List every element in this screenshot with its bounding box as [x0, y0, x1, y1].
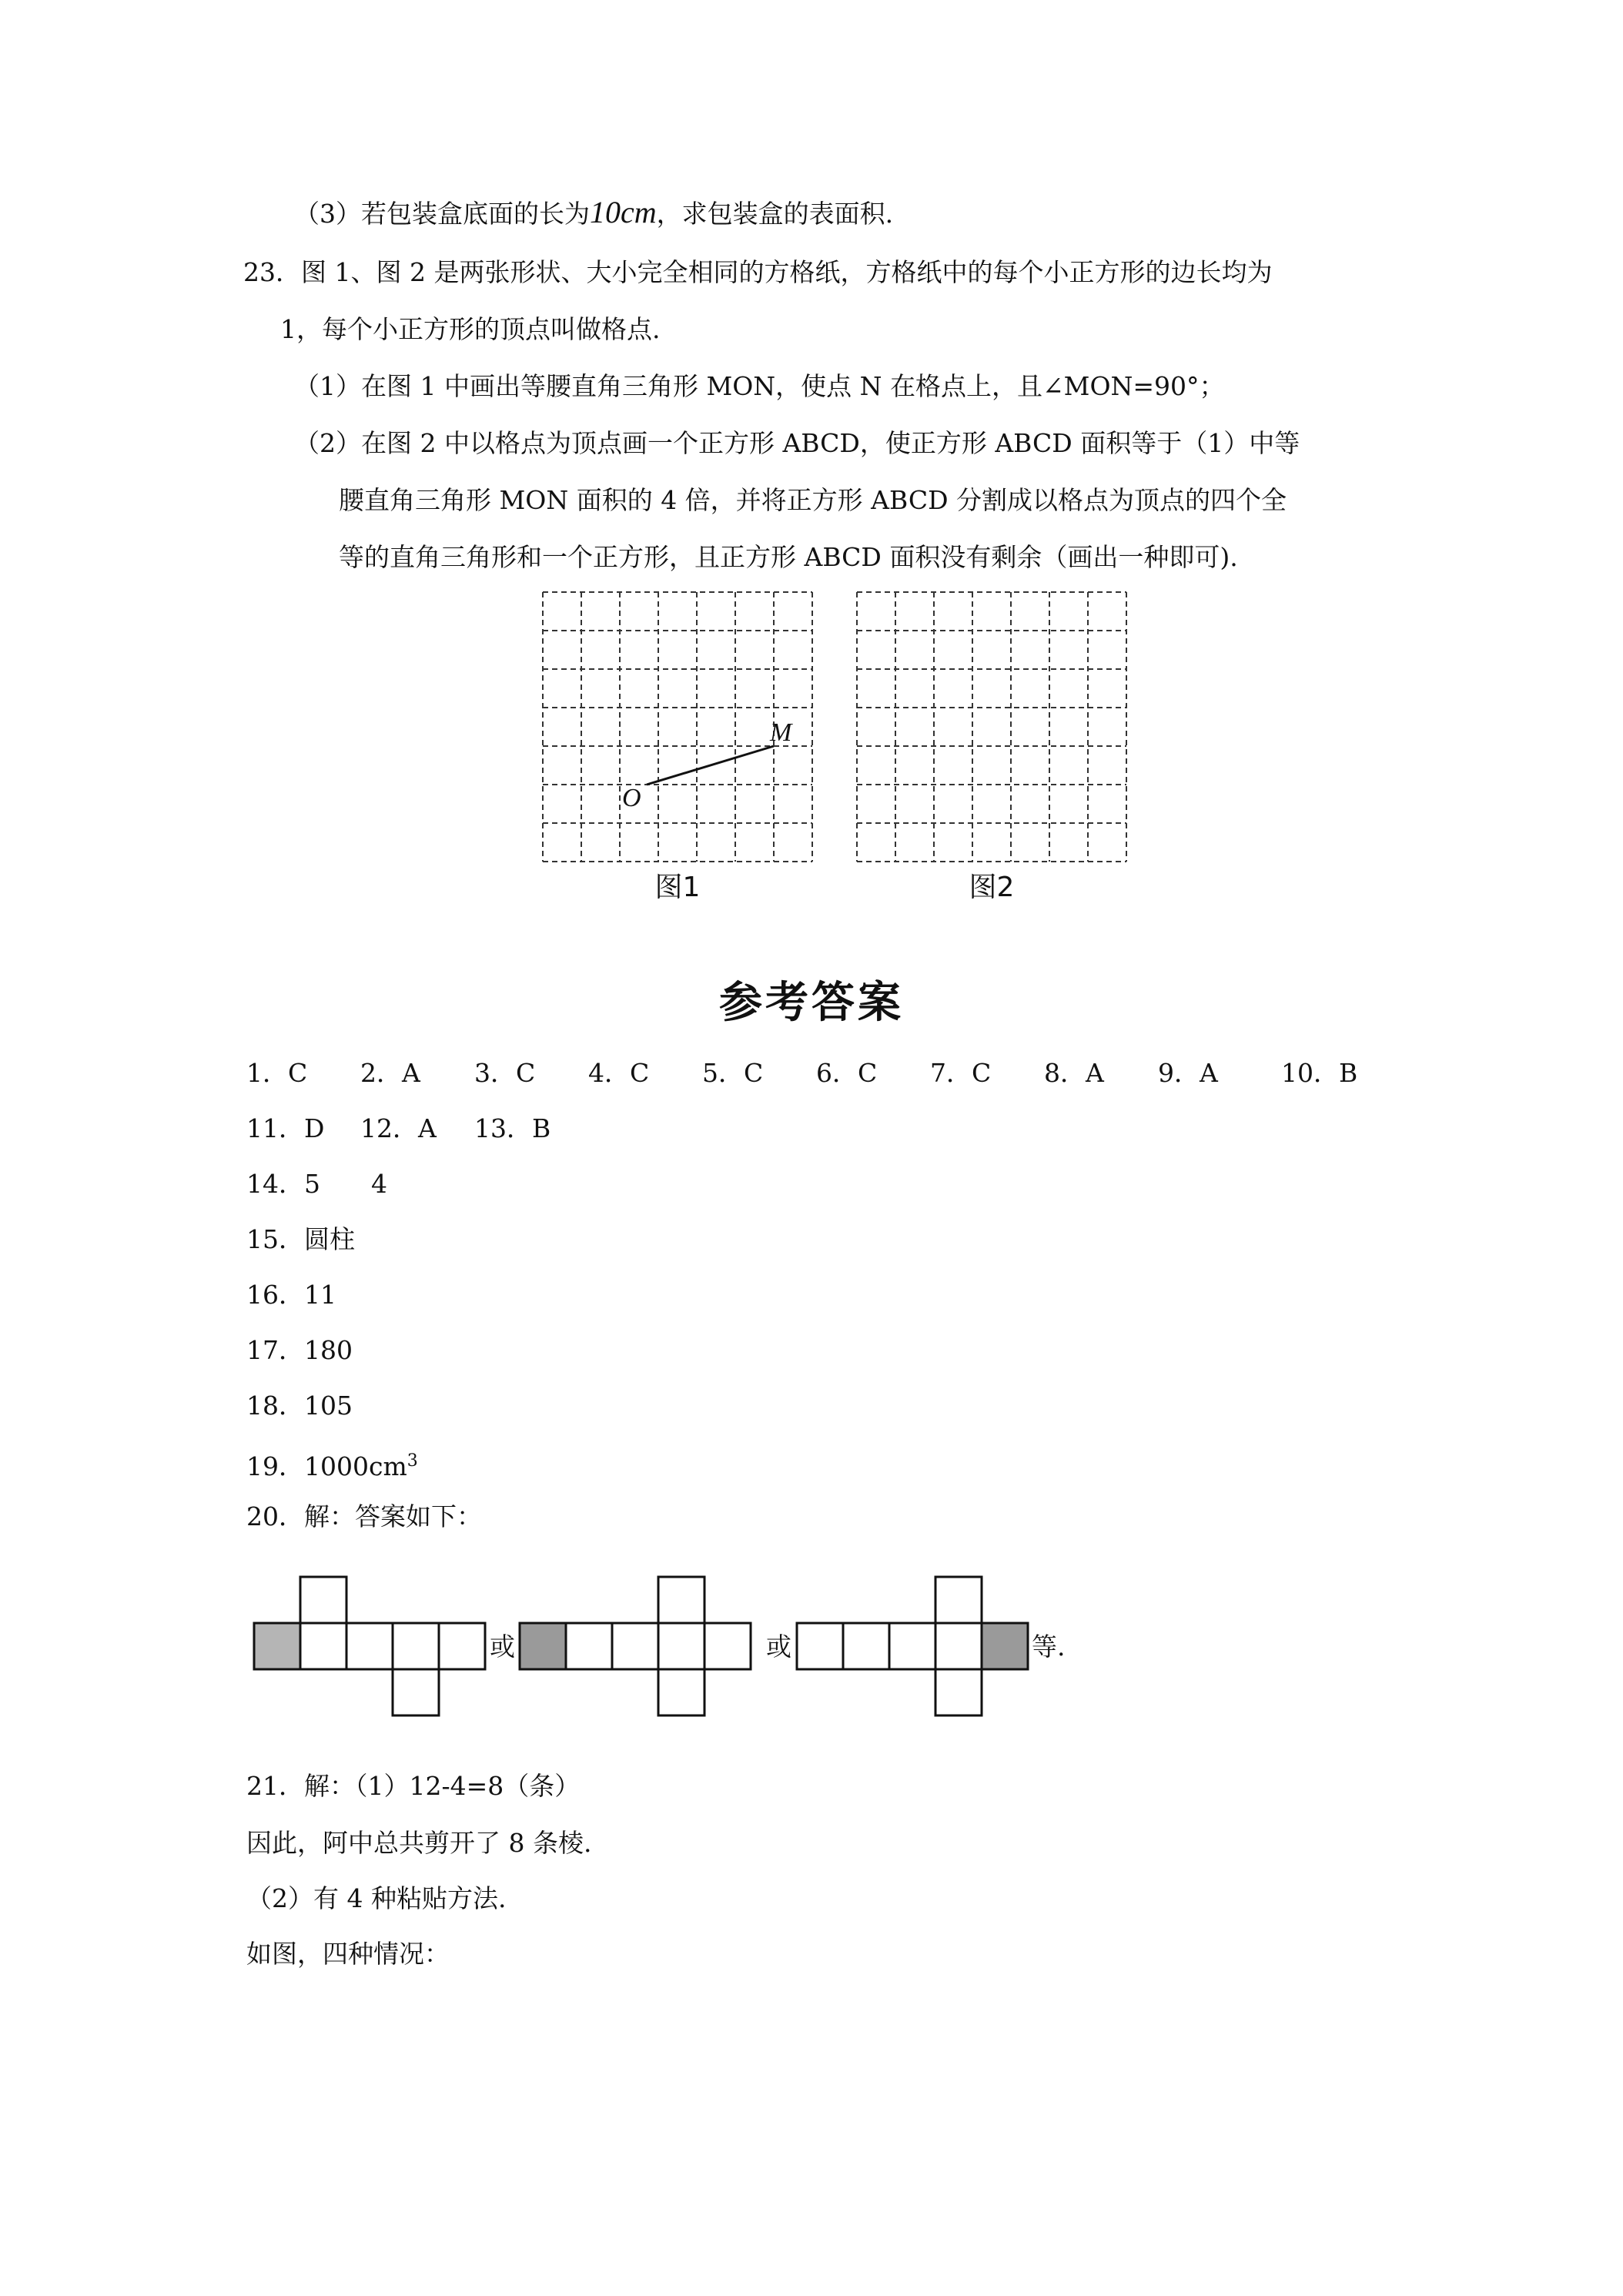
figure-1 [539, 588, 816, 903]
label-m: M [770, 718, 792, 747]
answers-title: 参考答案 [719, 978, 904, 1028]
cube-nets [246, 1571, 1093, 1755]
answer-20: 20．解：答案如下： [246, 1501, 482, 1531]
answer-18: 18．105 [246, 1391, 353, 1421]
figure-2-grid [853, 588, 1130, 889]
q22-part3-suffix: ，求包装盒的表面积. [656, 199, 894, 229]
q23-part2-line3: 等的直角三角形和一个正方形，且正方形 ABCD 面积没有剩余（画出一种即可). [339, 542, 1238, 572]
figure-2-gridlines [857, 592, 1126, 862]
figure-1-caption: 图1 [654, 872, 701, 903]
answer-20-nets [246, 1571, 1093, 1755]
q23-part1: （1）在图 1 中画出等腰直角三角形 MON，使点 N 在格点上，且∠MON=90°； [294, 371, 1225, 401]
answer-21-line1: 21．解：（1）12-4=8（条） [246, 1771, 581, 1801]
answer-21-line3: （2）有 4 种粘贴方法. [246, 1883, 507, 1913]
answer-5: 5．C [702, 1058, 764, 1088]
q22-part3 [294, 197, 893, 229]
answer-9: 9．A [1158, 1058, 1218, 1088]
net3-shaded [982, 1623, 1028, 1669]
answer-19-text: 19．1000cm [246, 1451, 407, 1481]
answer-4: 4．C [588, 1058, 650, 1088]
net-or-1: 或 [490, 1632, 515, 1662]
figure-2-caption: 图2 [969, 872, 1015, 903]
answer-11: 11．D [246, 1113, 325, 1143]
figure-1-grid [539, 588, 816, 889]
answer-2: 2．A [360, 1058, 420, 1088]
answer-13: 13．B [474, 1113, 551, 1143]
net1-bottom [393, 1669, 439, 1715]
net3-top [935, 1577, 982, 1623]
answer-7: 7．C [930, 1058, 992, 1088]
q23-line1: 23．图 1、图 2 是两张形状、大小完全相同的方格纸，方格纸中的每个小正方形的边长均为 [243, 257, 1273, 287]
segment-om [647, 746, 774, 785]
net2-top [658, 1577, 704, 1623]
net2-shaded [520, 1623, 566, 1669]
answers-row-1 [246, 1058, 1401, 1089]
answer-15: 15．圆柱 [246, 1224, 355, 1254]
answer-17: 17．180 [246, 1335, 353, 1365]
answer-16: 16．11 [246, 1280, 336, 1310]
q22-part3-value: 10cm [590, 195, 657, 229]
figure-2 [853, 588, 1130, 903]
answers-row-2 [246, 1113, 708, 1144]
q23-part2-line2: 腰直角三角形 MON 面积的 4 倍，并将正方形 ABCD 分割成以格点为顶点的四个全 [339, 485, 1287, 515]
net-etc: 等. [1032, 1632, 1066, 1662]
q23-line2: 1，每个小正方形的顶点叫做格点. [280, 314, 661, 344]
answer-21-line2: 因此，阿中总共剪开了 8 条棱. [246, 1828, 592, 1858]
answer-10: 10．B [1281, 1058, 1358, 1088]
label-o: O [622, 784, 641, 812]
q22-part3-prefix: （3）若包装盒底面的长为 [294, 199, 590, 229]
answer-8: 8．A [1044, 1058, 1104, 1088]
net2-bottom [658, 1669, 704, 1715]
answer-12: 12．A [360, 1113, 437, 1143]
net-or-2: 或 [766, 1632, 791, 1662]
answer-3: 3．C [474, 1058, 536, 1088]
answer-6: 6．C [816, 1058, 878, 1088]
net1-shaded [254, 1623, 300, 1669]
answer-19 [246, 1446, 418, 1482]
answer-21-line4: 如图，四种情况： [246, 1939, 450, 1969]
answer-14: 14．5 4 [246, 1169, 387, 1199]
answer-19-sup: 3 [407, 1451, 418, 1471]
net1-top [300, 1577, 346, 1623]
answer-1: 1．C [246, 1058, 308, 1088]
q23-part2-line1: （2）在图 2 中以格点为顶点画一个正方形 ABCD，使正方形 ABCD 面积等于（1）中等 [294, 428, 1300, 458]
net3-bottom [935, 1669, 982, 1715]
